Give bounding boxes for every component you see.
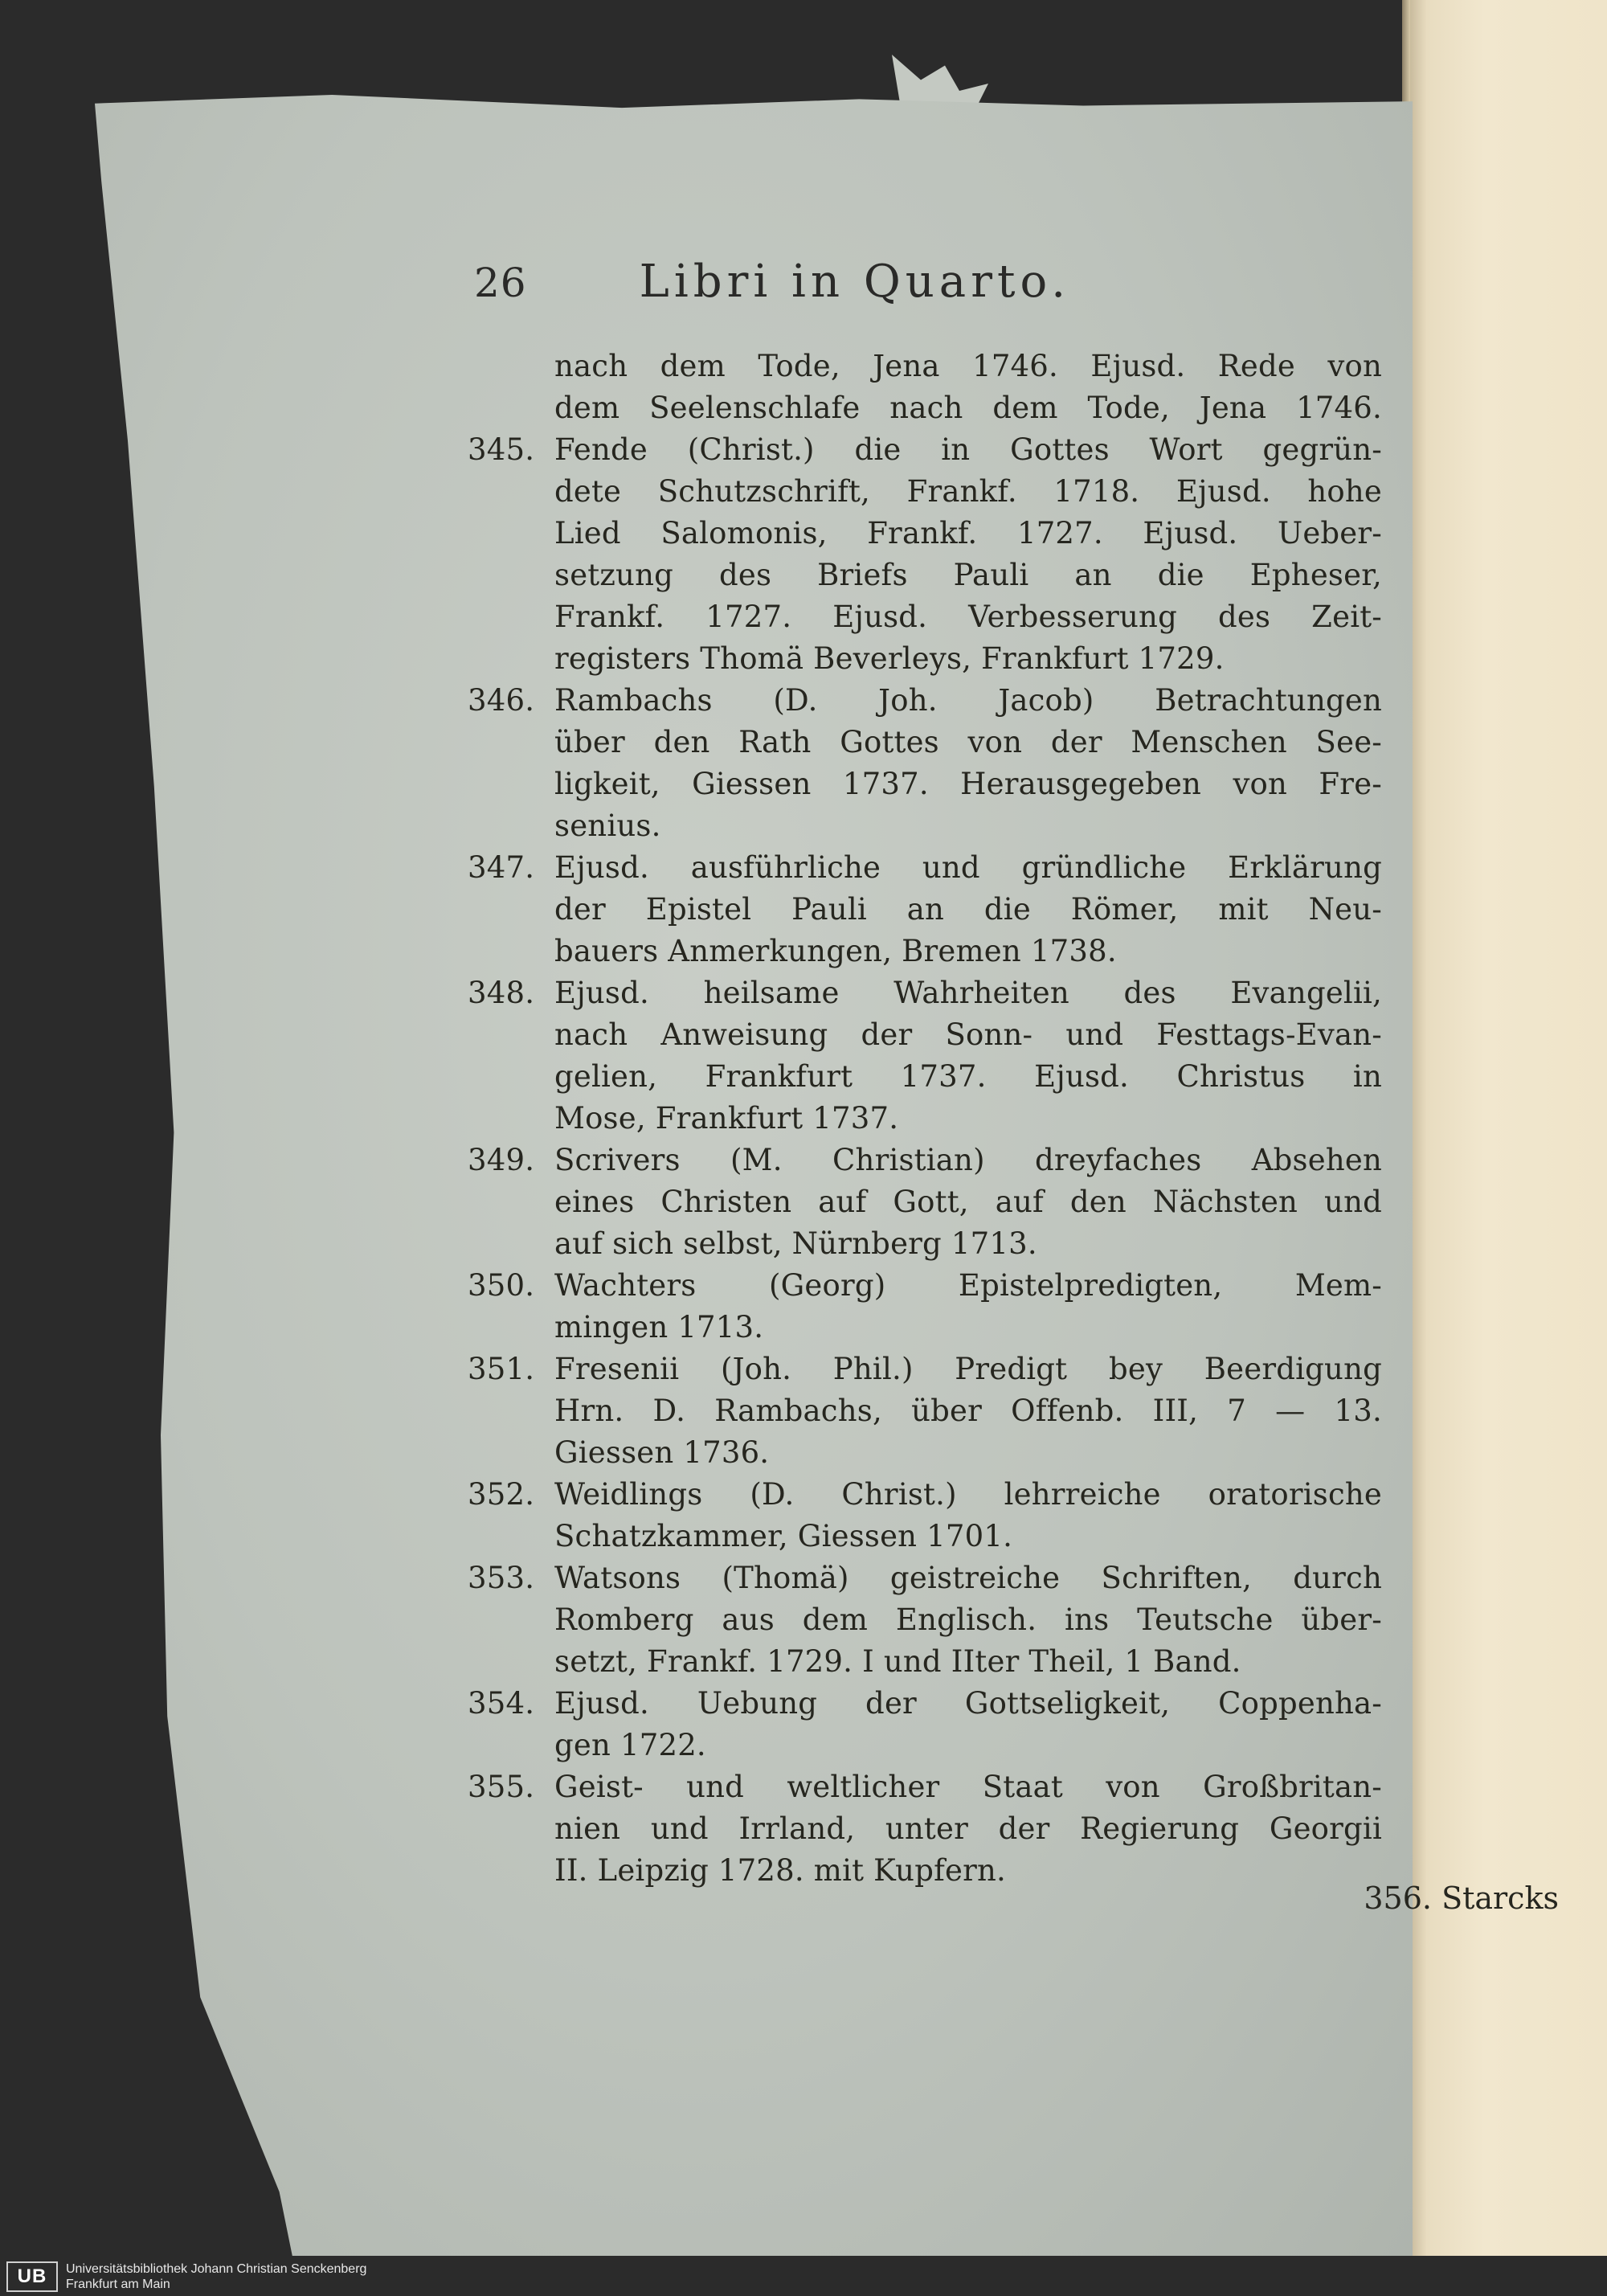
entry-line xyxy=(474,1223,1382,1265)
entry-text: Mose, Frankfurt 1737. xyxy=(554,1101,899,1136)
entry-text: nach Anweisung der Sonn- und Festtags-Evan- xyxy=(554,1017,1382,1052)
library-name-line2: Frankfurt am Main xyxy=(66,2278,170,2291)
entry-line xyxy=(474,1432,1382,1474)
entry-line xyxy=(474,1056,1382,1098)
entry-text: Ejusd. heilsame Wahrheiten des Evangelii, xyxy=(554,976,1382,1010)
entry-text: eines Christen auf Gott, auf den Nächsten und xyxy=(554,1185,1382,1219)
entry-text: Ejusd. ausführliche und gründliche Erklärung xyxy=(554,850,1382,885)
library-name xyxy=(66,2261,366,2292)
entry-line xyxy=(468,847,1382,889)
entry-line xyxy=(468,429,1382,471)
entry-text: bauers Anmerkungen, Bremen 1738. xyxy=(554,934,1117,968)
entry-number: 349. xyxy=(468,1143,535,1177)
entry-text: Wachters (Georg) Epistelpredigten, Mem- xyxy=(554,1268,1382,1303)
entry-line xyxy=(474,513,1382,555)
library-logo xyxy=(6,2262,366,2291)
adjacent-page xyxy=(1402,0,1607,2296)
entry-text: Lied Salomonis, Frankf. 1727. Ejusd. Ueber- xyxy=(554,516,1382,550)
entry-number: 351. xyxy=(468,1352,535,1386)
entry-text: der Epistel Pauli an die Römer, mit Neu- xyxy=(554,892,1382,927)
entry-line xyxy=(474,1098,1382,1140)
entry-text: dete Schutzschrift, Frankf. 1718. Ejusd. hohe xyxy=(554,474,1382,509)
entry-number: 347. xyxy=(468,850,535,885)
entry-text: registers Thomä Beverleys, Frankfurt 1729. xyxy=(554,641,1225,676)
entry-line xyxy=(474,722,1382,763)
entry-line xyxy=(474,638,1382,680)
entry-number: 355. xyxy=(468,1770,535,1804)
entry-text: Geist- und weltlicher Staat von Großbritan- xyxy=(554,1770,1382,1804)
entry-number: 354. xyxy=(468,1686,535,1721)
entry-line xyxy=(474,1850,1382,1892)
catchword: 356. Starcks xyxy=(1364,1881,1559,1916)
page-title: Libri in Quarto. xyxy=(639,256,1070,308)
ub-logo-mark: UB xyxy=(6,2261,58,2292)
entry-line xyxy=(468,1557,1382,1599)
entry-text: Hrn. D. Rambachs, über Offenb. III, 7 — 13. xyxy=(554,1394,1382,1428)
entry-text: Fende (Christ.) die in Gottes Wort gegrün- xyxy=(554,432,1382,467)
entry-line xyxy=(474,805,1382,847)
entry-text: Frankf. 1727. Ejusd. Verbesserung des Zeit- xyxy=(554,600,1382,634)
entry-number: 345. xyxy=(468,432,535,467)
entry-line xyxy=(468,1474,1382,1516)
entry-text: auf sich selbst, Nürnberg 1713. xyxy=(554,1226,1037,1261)
entry-text: gelien, Frankfurt 1737. Ejusd. Christus in xyxy=(554,1059,1382,1094)
entry-text: setzung des Briefs Pauli an die Epheser, xyxy=(554,558,1382,592)
entry-text: Giessen 1736. xyxy=(554,1435,770,1470)
entry-text: Weidlings (D. Christ.) lehrreiche oratorische xyxy=(554,1477,1382,1512)
entry-line xyxy=(474,763,1382,805)
entry-text: setzt, Frankf. 1729. I und IIter Theil, 1 Band. xyxy=(554,1644,1241,1679)
entry-text: mingen 1713. xyxy=(554,1310,764,1344)
entry-line xyxy=(474,1181,1382,1223)
entry-line xyxy=(468,1349,1382,1390)
entry-line xyxy=(474,596,1382,638)
entry-line xyxy=(474,1307,1382,1349)
entry-number: 348. xyxy=(468,976,535,1010)
library-name-line1: Universitätsbibliothek Johann Christian Senckenberg xyxy=(66,2262,367,2276)
continuation-line xyxy=(474,387,1382,429)
entry-number: 352. xyxy=(468,1477,535,1512)
entry-line xyxy=(474,1641,1382,1683)
entry-line xyxy=(474,1808,1382,1850)
entry-line xyxy=(468,1265,1382,1307)
entry-text: senius. xyxy=(554,808,661,843)
entry-text: über den Rath Gottes von der Menschen See- xyxy=(554,725,1382,759)
entry-line xyxy=(468,1766,1382,1808)
entry-text: Rambachs (D. Joh. Jacob) Betrachtungen xyxy=(554,683,1382,718)
entry-line xyxy=(468,680,1382,722)
entry-text: Watsons (Thomä) geistreiche Schriften, durch xyxy=(554,1561,1382,1595)
entry-line xyxy=(468,1140,1382,1181)
entry-line xyxy=(474,555,1382,596)
entry-text: Schatzkammer, Giessen 1701. xyxy=(554,1519,1013,1553)
entry-line xyxy=(474,1599,1382,1641)
entry-text: Ejusd. Uebung der Gottseligkeit, Coppenha- xyxy=(554,1686,1382,1721)
entry-line xyxy=(474,889,1382,931)
entry-number: 346. xyxy=(468,683,535,718)
entry-text: Romberg aus dem Englisch. ins Teutsche über- xyxy=(554,1602,1382,1637)
entry-line xyxy=(474,1390,1382,1432)
line-text: nach dem Tode, Jena 1746. Ejusd. Rede von xyxy=(554,349,1382,383)
entry-text: Fresenii (Joh. Phil.) Predigt bey Beerdigung xyxy=(554,1352,1382,1386)
entry-line xyxy=(474,1014,1382,1056)
entry-text: nien und Irrland, unter der Regierung Georgii xyxy=(554,1811,1382,1846)
entry-text: II. Leipzig 1728. mit Kupfern. xyxy=(554,1853,1006,1888)
entry-text: gen 1722. xyxy=(554,1728,706,1762)
page-number: 26 xyxy=(474,260,527,306)
running-head xyxy=(474,256,1237,328)
entry-number: 353. xyxy=(468,1561,535,1595)
entry-line xyxy=(474,1516,1382,1557)
entry-text: ligkeit, Giessen 1737. Herausgegeben von Fre- xyxy=(554,767,1382,801)
entry-line xyxy=(468,972,1382,1014)
entry-line xyxy=(474,931,1382,972)
entry-line xyxy=(474,471,1382,513)
entry-line xyxy=(468,1683,1382,1725)
catalogue-entries xyxy=(468,346,1382,1892)
entry-text: Scrivers (M. Christian) dreyfaches Absehen xyxy=(554,1143,1382,1177)
continuation-line xyxy=(474,346,1382,387)
entry-number: 350. xyxy=(468,1268,535,1303)
entry-line xyxy=(474,1725,1382,1766)
line-text: dem Seelenschlafe nach dem Tode, Jena 1746. xyxy=(554,391,1382,425)
